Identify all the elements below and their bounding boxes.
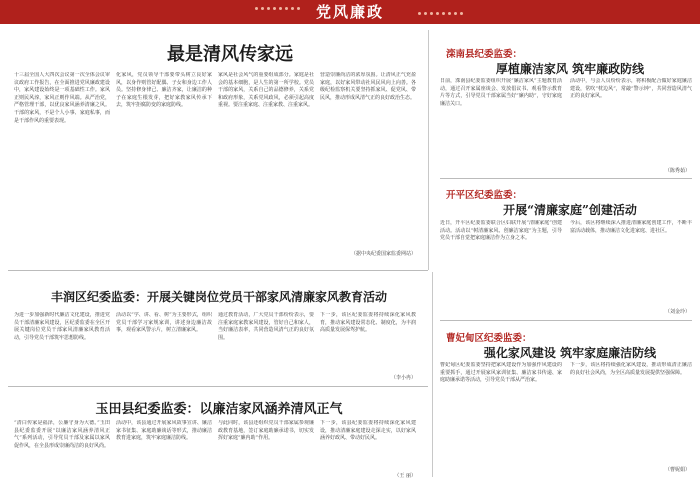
- article-column: 曹妃甸区纪委监委坚持把家风建设作为加强作风建设的重要抓手，通过开展家风家训征集、廉洁家书传递、家庭助廉承诺等活动，引导党员干部从严治家。: [440, 362, 562, 384]
- article-byline: （据中央纪委国家监委网站）: [350, 251, 416, 257]
- article-column: 近日，开平区纪委监委联合区妇联开展“清廉家庭”创建活动。活动以“树清廉家风、创廉洁家庭”为主题，引导党员干部自觉把家庭廉洁作为立身之本。: [440, 220, 562, 242]
- article-column: 活动中，与会人员纷纷表示，将积极配合做好家庭廉洁建设，常吹“枕边风”，常敲“警示钟”，共同营造风清气正的良好家风。: [570, 78, 692, 100]
- article-kicker: 开平区纪委监委：: [446, 190, 523, 201]
- article-byline: （刘金玲）: [664, 309, 690, 315]
- section-banner-title: 党风廉政: [315, 3, 384, 21]
- article-separator: [8, 270, 428, 271]
- article-byline: （王 丽）: [394, 473, 416, 479]
- article-byline: （曹妮娟）: [664, 467, 690, 473]
- article-column: 下一步，该区纪委监委将持续深化家风教育，推动家风建设常态化、制度化，为丰润高质量发展保驾护航。: [320, 312, 416, 334]
- article-column: 与此同时，该县还组织党员干部家属参观廉政教育基地，签订家庭助廉承诺书，切实发挥好家庭“廉内助”作用。: [218, 420, 314, 442]
- article-column: 营造崇廉尚洁的浓厚氛围。让清风正气充盈家庭，以好家风带动社风民风向上向善。各级纪检监察机关要坚持抓家风、促党风、带民风，推动形成风清气正的良好政治生态。: [320, 72, 416, 101]
- article-separator: [440, 320, 692, 321]
- article-subtitle: 强化家风建设 筑牢家庭廉洁防线: [483, 346, 657, 360]
- article-kicker: 滦南县纪委监委：: [446, 49, 523, 60]
- article-column: 下一步，该区将持续强化家风建设，推动形成清正廉洁的良好社会风尚，为全区高质量发展提供坚强保障。: [570, 362, 692, 376]
- article-column: 活动以“学、讲、看、树”为主要形式，组织党员干部学习家规家训，讲述身边廉洁故事，观看家风警示片，树立清廉家风。: [116, 312, 212, 334]
- article-column: 日前，滦南县纪委监委组织开展“廉洁家风”主题教育活动，通过召开家属座谈会、发放倡议书、观看警示教育片等方式，引导党员干部家属当好“廉内助”，守好家庭廉洁关口。: [440, 78, 562, 107]
- article-headline-main: 最是清风传家远: [167, 44, 293, 65]
- article-subtitle: 开展“清廉家庭”创建活动: [503, 203, 637, 217]
- article-column: “清白传家是福泽，公廉守身为大德。”玉田县纪委监委开展“以廉洁家风涵养清风正气”系列活动，引导党员干部及家属以家风促作风，在全县形成崇廉尚洁的良好风尚。: [14, 420, 110, 449]
- article-column: 今后，该区将继续深入推进清廉家庭创建工作，不断丰富活动载体，推动廉洁文化进家庭、进社区。: [570, 220, 692, 234]
- column-divider: [428, 30, 429, 270]
- article-column: 化家风，党员领导干部要带头树立良好家风，以身作则管好配偶、子女和身边工作人员。坚持修身律己、廉洁齐家，让廉洁的种子在家庭生根发芽，把好家教家风传承下去，筑牢拒腐防变的家庭防线。: [116, 72, 212, 109]
- banner-dots-left: [255, 7, 300, 10]
- article-kicker: 曹妃甸区纪委监委：: [446, 333, 532, 344]
- article-byline: （陈秀茹）: [664, 168, 690, 174]
- article-column: 活动中，该县通过开展家风故事宣讲、廉洁家书征集、家庭助廉谈话等形式，推动廉洁教育进家庭，筑牢家庭廉洁防线。: [116, 420, 212, 442]
- article-column: 家风是社会风气的重要组成部分。家庭是社会的基本细胞，是人生的第一所学校。党员干部的家风，关系自己的品德修养，关系党和政府形象，关系党风政风，必须引起高度重视。要注重家庭、注重家教、注重家风。: [218, 72, 314, 109]
- column-divider: [432, 272, 433, 477]
- article-separator: [8, 386, 428, 387]
- article-column: 下一步，该县纪委监委将持续深化家风建设，推动清廉家庭建设走深走实，以好家风涵养好政风、带动好民风。: [320, 420, 416, 442]
- banner-dots-right: [418, 12, 463, 15]
- article-headline: 玉田县纪委监委：以廉洁家风涵养清风正气: [95, 402, 343, 417]
- article-subtitle: 厚植廉洁家风 筑牢廉政防线: [495, 62, 645, 76]
- article-column: 通过教育活动，广大党员干部纷纷表示，要注重家庭家教家风建设，管好自己和家人，当好廉洁表率，共同营造风清气正的良好氛围。: [218, 312, 314, 341]
- article-column: 为进一步加强新时代廉洁文化建设，推进党员干部清廉家风建设，区纪委监委在全区开展关键岗位党员干部家风清廉家风教育活动，引导党员干部筑牢思想防线。: [14, 312, 110, 341]
- article-separator: [440, 178, 692, 179]
- article-byline: （李小冉）: [390, 375, 416, 381]
- article-headline: 丰润区纪委监委：开展关键岗位党员干部家风清廉家风教育活动: [50, 290, 387, 304]
- article-column: 十三届全国人大四次会议第一次全体会议审议政府工作报告，在全面推进党风廉政建设中，家风建设始终是一项基础性工作。家风正则民风淳，家风正则作风端。从严治党，严格管理干部，以优良家风涵养清廉之风。干部的家风，不是个人小事、家庭私事，而是干部作风的重要表现。: [14, 72, 110, 124]
